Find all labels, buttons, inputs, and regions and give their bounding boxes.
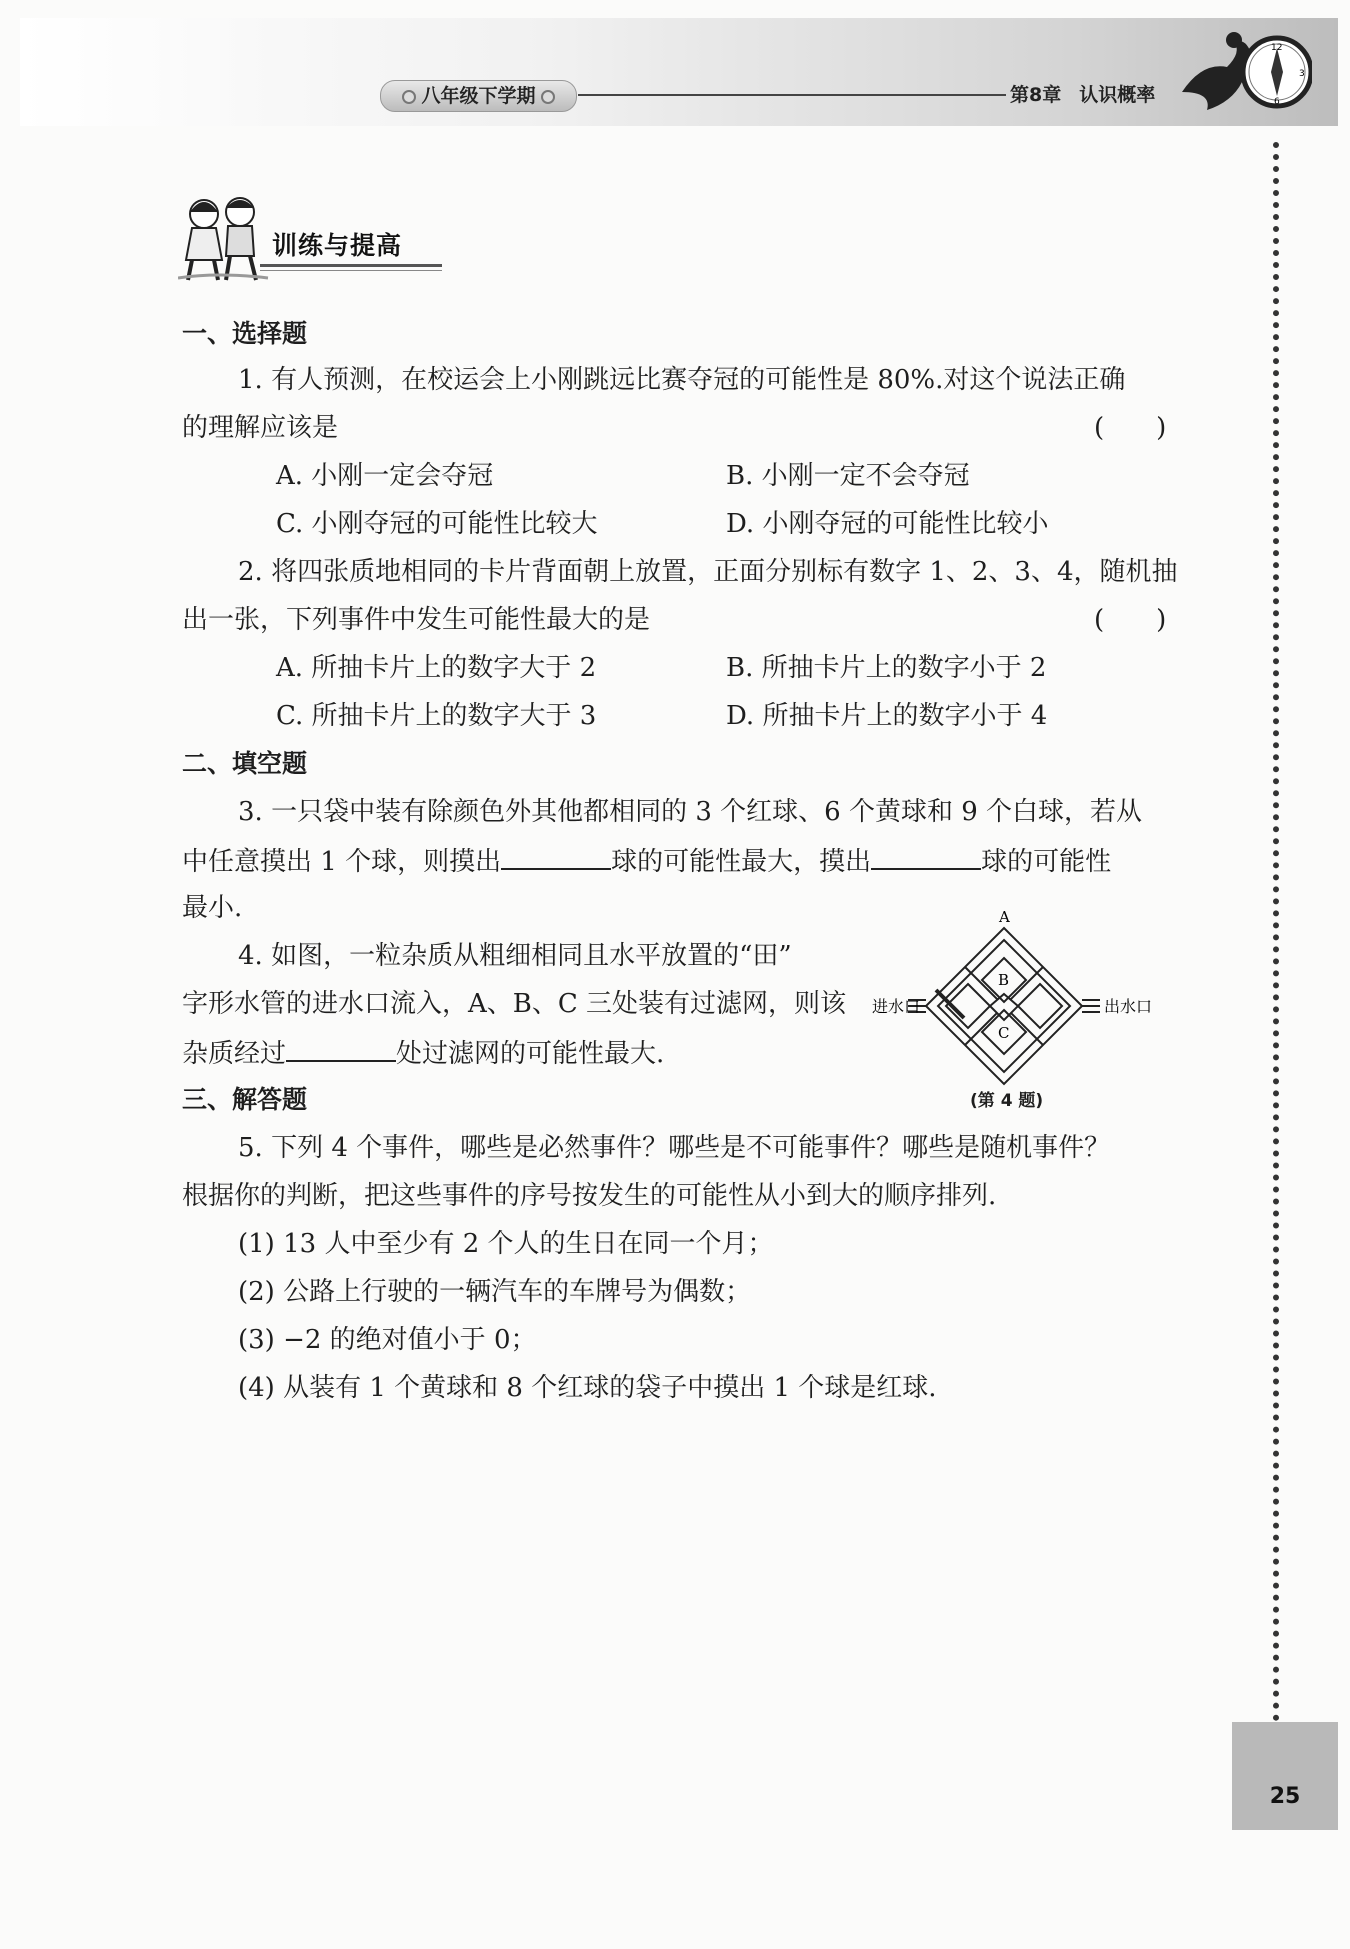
q5-line2: 根据你的判断，把这些事件的序号按发生的可能性从小到大的顺序排列.: [182, 1181, 997, 1211]
q2-answer-paren: ( ): [1094, 605, 1167, 635]
q2-option-b: B. 所抽卡片上的数字小于 2: [726, 653, 1047, 683]
q3-text-a: 中任意摸出 1 个球，则摸出: [182, 847, 502, 877]
q1-option-a: A. 小刚一定会夺冠: [276, 461, 494, 491]
margin-dotted-rule: [1273, 142, 1279, 1722]
fig-label-b: B: [998, 971, 1010, 989]
q4-line3: [182, 1034, 664, 1072]
q1-answer-paren: ( ): [1094, 413, 1167, 443]
chapter-number: 第8章: [1010, 84, 1062, 106]
fig-caption: (第 4 题): [970, 1091, 1044, 1111]
q4-text-b: 处过滤网的可能性最大.: [396, 1039, 665, 1069]
q4-text-a: 杂质经过: [182, 1039, 287, 1069]
q3-line1: 3. 一只袋中装有除颜色外其他都相同的 3 个红球、6 个黄球和 9 个白球，若从: [238, 797, 1143, 827]
q2-option-a: A. 所抽卡片上的数字大于 2: [276, 653, 597, 683]
svg-text:12: 12: [1271, 43, 1283, 53]
q1-option-b: B. 小刚一定不会夺冠: [726, 461, 970, 491]
fig-label-a: A: [999, 908, 1010, 926]
fig-label-c: C: [998, 1024, 1010, 1042]
q1-option-c: C. 小刚夺冠的可能性比较大: [276, 509, 598, 539]
chapter-title: 认识概率: [1079, 84, 1156, 106]
svg-text:6: 6: [1274, 97, 1280, 107]
svg-text:3: 3: [1299, 69, 1305, 79]
q4-line2: 字形水管的进水口流入，A、B、C 三处装有过滤网，则该: [182, 989, 847, 1019]
q4-blank[interactable]: [286, 1034, 396, 1062]
section-banner-title: 训练与提高: [272, 231, 403, 260]
q1-option-d: D. 小刚夺冠的可能性比较小: [726, 509, 1049, 539]
q1-line1: 1. 有人预测，在校运会上小刚跳远比赛夺冠的可能性是 80%.对这个说法正确: [238, 365, 1126, 395]
q2-line2: 出一张，下列事件中发生可能性最大的是: [182, 605, 651, 635]
section-heading-choice: 一、选择题: [182, 319, 308, 348]
page-number: 25: [1232, 1722, 1338, 1830]
grade-text: 八年级下学期: [421, 85, 536, 107]
q3-text-c: 球的可能性: [981, 847, 1112, 877]
q2-line1: 2. 将四张质地相同的卡片背面朝上放置，正面分别标有数字 1、2、3、4，随机抽: [238, 557, 1178, 587]
header-divider: [578, 94, 1006, 96]
q3-text-b: 球的可能性最大，摸出: [611, 847, 872, 877]
banner-underline: [260, 264, 442, 267]
q5-item-3: (3) −2 的绝对值小于 0；: [238, 1325, 537, 1355]
q4-line1: 4. 如图，一粒杂质从粗细相同且水平放置的“田”: [238, 941, 792, 971]
runner-compass-icon: [1172, 22, 1312, 122]
q3-line2: [182, 842, 1111, 880]
fig-inlet-label: 进水口: [872, 997, 921, 1016]
q2-option-c: C. 所抽卡片上的数字大于 3: [276, 701, 597, 731]
q5-item-1: (1) 13 人中至少有 2 个人的生日在同一个月；: [238, 1229, 774, 1259]
q3-blank-1[interactable]: [501, 842, 611, 870]
q3-line3: 最小.: [182, 893, 243, 923]
q3-blank-2[interactable]: [871, 842, 981, 870]
q2-option-d: D. 所抽卡片上的数字小于 4: [726, 701, 1048, 731]
q5-item-2: (2) 公路上行驶的一辆汽车的车牌号为偶数；: [238, 1277, 752, 1307]
section-heading-answer: 三、解答题: [182, 1085, 308, 1114]
banner-underline-thin: [260, 270, 442, 271]
fig-outlet-label: 出水口: [1104, 997, 1153, 1016]
grade-label: [380, 80, 577, 112]
section-heading-fill: 二、填空题: [182, 749, 308, 778]
q1-line2: 的理解应该是: [182, 413, 339, 443]
pill-dot-icon: [541, 90, 555, 104]
q5-item-4: (4) 从装有 1 个黄球和 8 个红球的袋子中摸出 1 个球是红球.: [238, 1373, 937, 1403]
chapter-heading: [1010, 80, 1173, 110]
pill-dot-icon: [402, 90, 416, 104]
q5-line1: 5. 下列 4 个事件，哪些是必然事件？哪些是不可能事件？哪些是随机事件？: [238, 1133, 1111, 1163]
